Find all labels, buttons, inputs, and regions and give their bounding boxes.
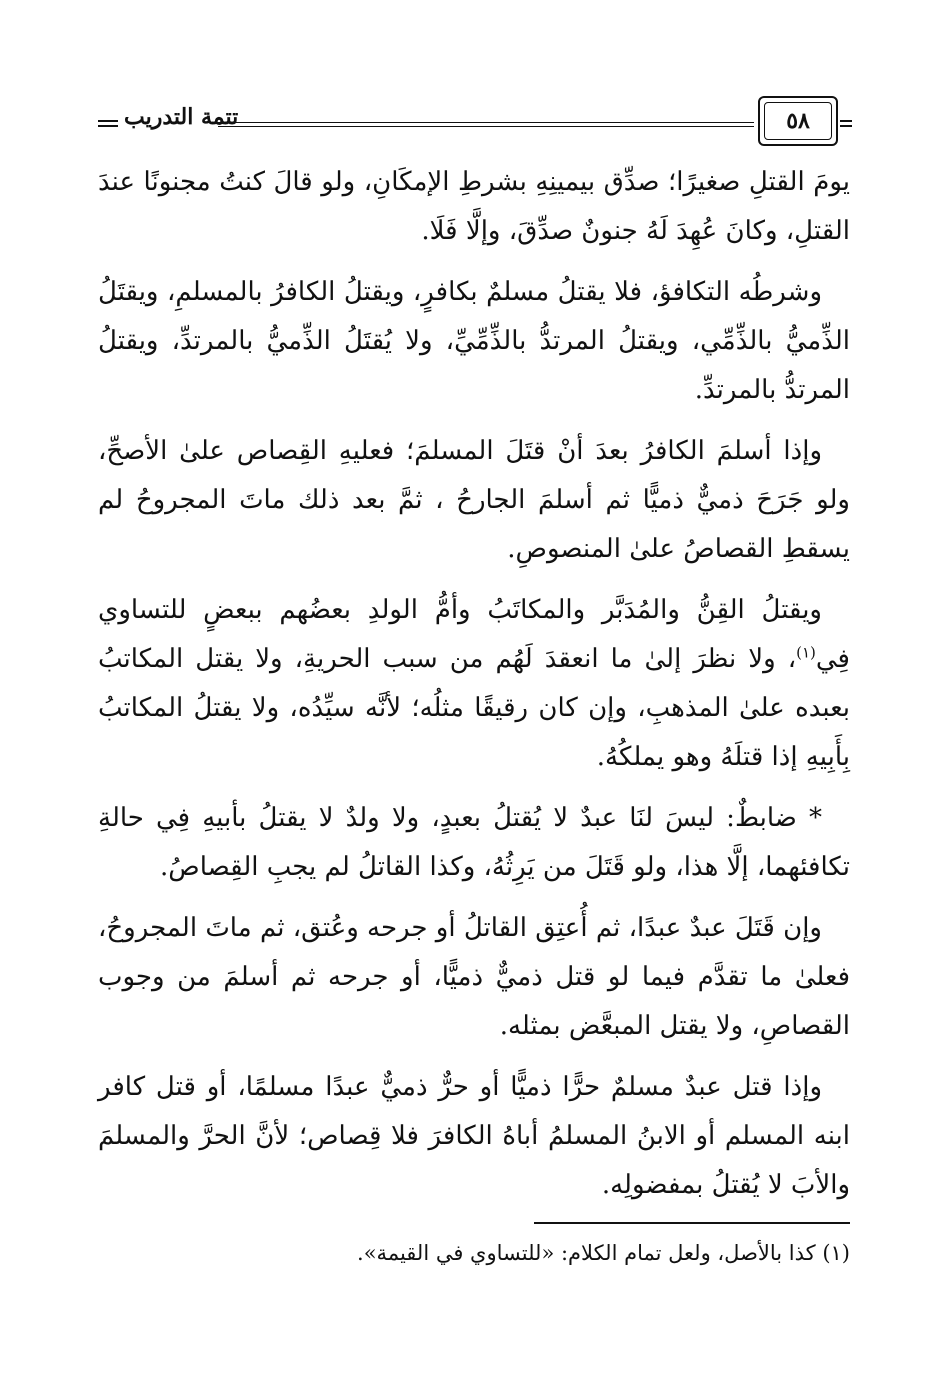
paragraph-4 [98,586,850,782]
paragraph-7: وإذا قتل عبدٌ مسلمٌ حرًّا ذميًّا أو حرٌّ ذميٌّ عبدًا مسلمًا، أو قتل كافر ابنه المسلم أو الابنُ المسلمُ أباهُ الكافرَ فلا قِصاص؛ لأنَّ الحرَّ والمسلمَ والأبَ لا يُقتلُ بمفضولِه. [98,1072,850,1200]
paragraph-2: وشرطُه التكافؤ، فلا يقتلُ مسلمٌ بكافرٍ، ويقتلُ الكافرُ بالمسلمِ، ويقتَلُ الذِّميُّ بالذِّمِّي، ويقتلُ المرتدُّ بالذِّمِّيِّ، ولا يُقتَلُ الذِّميُّ بالمرتدِّ، ويقتلُ المرتدُّ بالمرتدِّ. [98,277,850,405]
paragraph-4-text-after: ، ولا نظرَ إلىٰ ما انعقدَ لَهُم من سبب الحريةِ، ولا يقتل المكاتبُ بعبده علىٰ المذهبِ، وإن كان رقيقًا مثلُه؛ لأنَّه سيِّدُه، ولا يقتلُ المكاتبُ بِأَبِيهِ إذا قتلَهُ وهو يملكُهُ. [98,644,850,772]
running-header [98,96,850,156]
footnote-reference[interactable]: (١) [796,643,816,662]
paragraph-3: وإذا أسلمَ الكافرُ بعدَ أنْ قتَلَ المسلمَ؛ فعليهِ القِصاص علىٰ الأصحِّ، ولو جَرَحَ ذميٌّ ذميًّا ثم أسلمَ الجارحُ ، ثمَّ بعد ذلك ماتَ المجروحُ لم يسقطِ القصاصُ علىٰ المنصوصِ. [98,436,850,564]
header-rule [218,122,754,123]
main-text [98,158,850,1222]
paragraph-1: يومَ القتلِ صغيرًا؛ صدِّق بيمينِهِ بشرطِ الإمكَانِ، ولو قالَ كنتُ مجنونًا عندَ القتلِ، وكانَ عُهِدَ لَهُ جنونٌ صدِّقَ، وإلَّا فَلَا. [98,167,850,246]
paragraph-4-text-before: ويقتلُ القِنُّ والمُدَبَّر والمكاتَبُ وأمُّ الولدِ بعضُهم ببعضٍ للتساوي فِي [98,595,850,674]
paragraph-5-rule: * ضابطٌ: ليسَ لنَا عبدٌ لا يُقتلُ بعبدٍ، ولا ولدٌ لا يقتلُ بأبيهِ فِي حالةِ تكافئهما، إلَّا هذا، ولو قَتَلَ من يَرِثُهُ، وكذا القاتلُ لم يجبِ القِصاصُ. [98,803,850,882]
footnote-separator [534,1222,850,1224]
header-ornament-right [840,120,852,124]
running-title: تتمة التدريب [124,104,239,130]
header-ornament-left [98,120,118,122]
paragraph-6: وإن قَتَلَ عبدٌ عبدًا، ثم أُعتِق القاتلُ أو جرحه وعُتق، ثم ماتَ المجروحُ، فعلىٰ ما تقدَّم فيما لو قتل ذميٌّ ذميًّا، أو جرحه ثم أسلمَ من وجوب القصاصِ، ولا يقتل المبعَّض بمثله. [98,913,850,1041]
page-number: ٥٨ [764,102,832,140]
book-page [98,96,850,1326]
footnote: (١) كذا بالأصل، ولعل تمام الكلام: «للتساوي في القيمة». [357,1241,850,1265]
page-number-frame [758,96,838,146]
